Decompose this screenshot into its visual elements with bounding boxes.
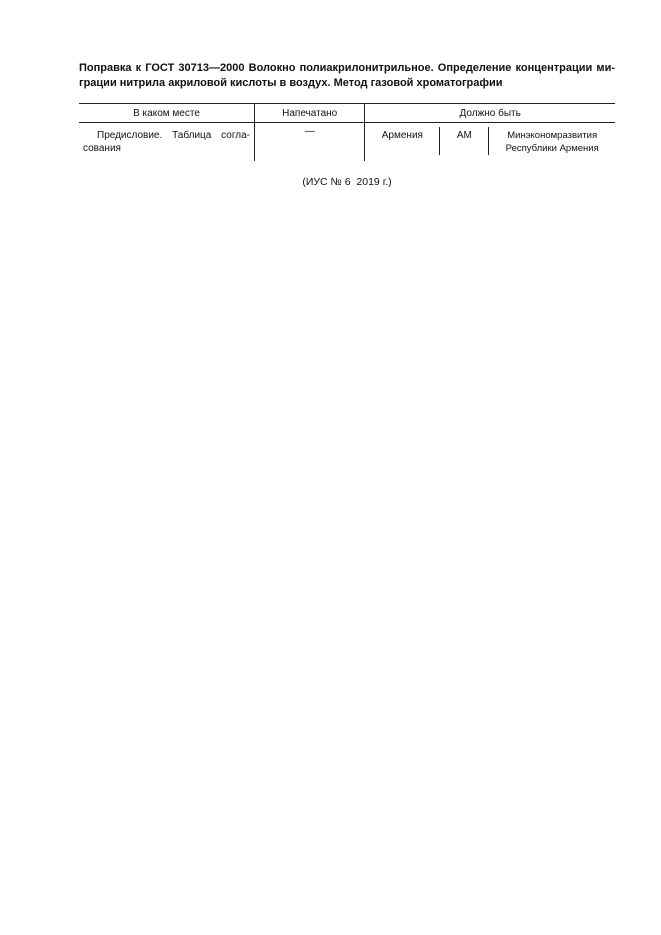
header-should-be: Должно быть [365,104,615,123]
table-header-row [79,104,615,123]
country-name: Армения [381,130,423,141]
cell-printed [255,123,365,162]
table-row [79,123,615,162]
organization-line-2: Республики Армения [505,143,599,154]
header-printed: Напечатано [255,104,365,123]
header-place: В каком месте [79,104,255,123]
place-text: Предисловие. Таблица согла-сования [83,130,250,154]
title-line-1: Поправка к ГОСТ 30713—2000 Волокно полиакрилонитрильное. Определение концентрации ми- [79,62,615,74]
organization-line-1: Минэкономразвития [507,130,598,141]
correction-title [79,61,615,91]
cell-place [79,123,255,162]
organization [488,127,615,155]
cell-should-be [365,123,615,162]
correction-table [79,103,615,161]
title-line-2: грации нитрила акриловой кислоты в воздух. Метод газовой хроматографии [79,77,503,89]
printed-dash: — [304,126,315,137]
country-code: AM [439,127,488,155]
source-footnote: (ИУС № 6 2019 г.) [302,176,392,188]
